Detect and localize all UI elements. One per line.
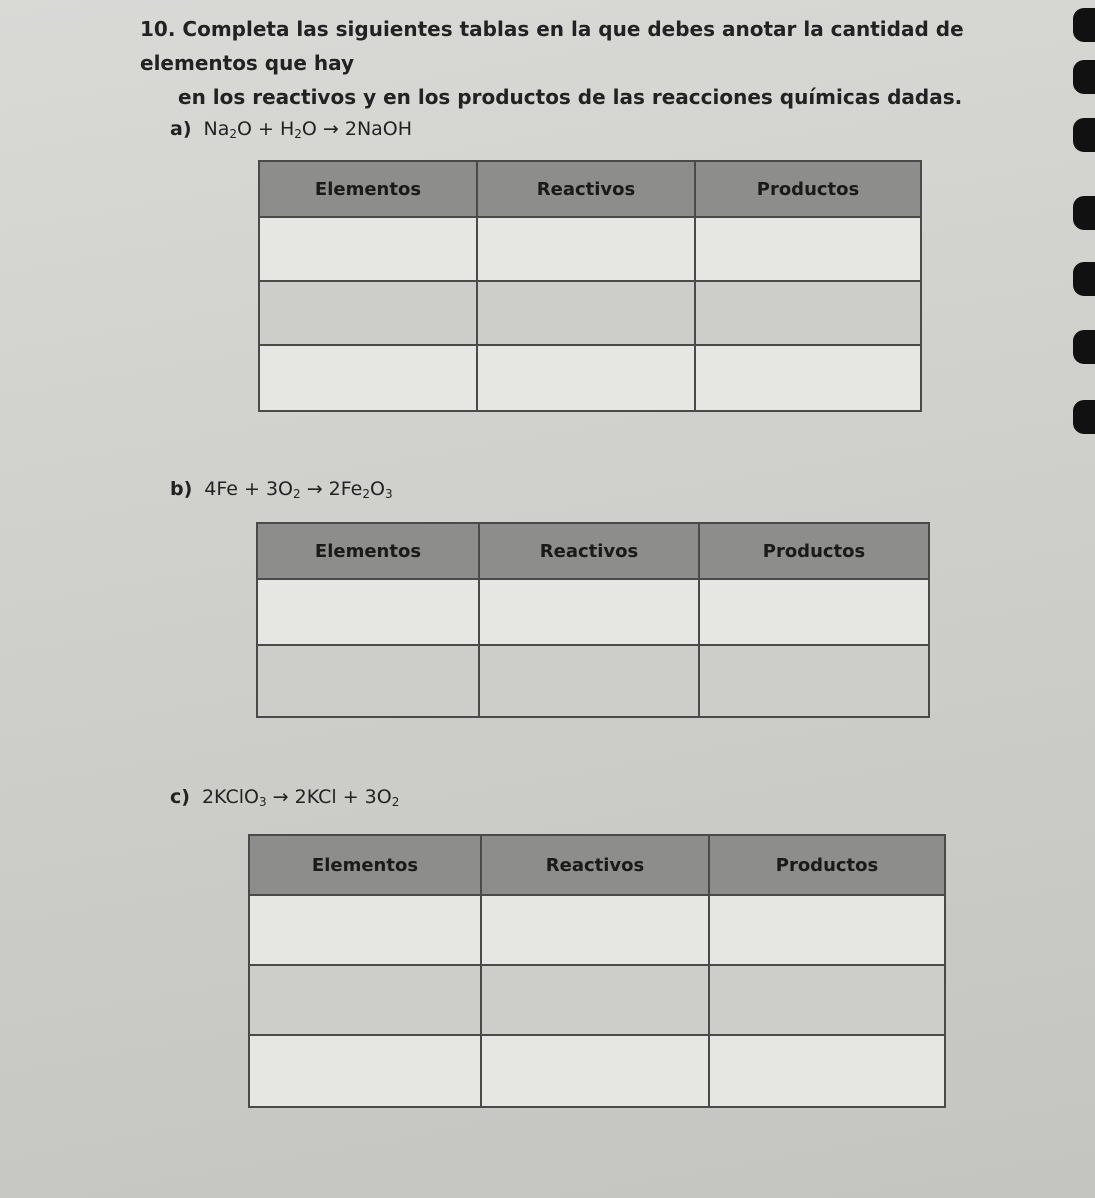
reaction-c: c) 2KClO$_3$ → $2KCl + 3O_2$ — [170, 786, 400, 809]
table-c — [248, 834, 946, 1108]
table-a — [258, 160, 922, 412]
header-productos: Productos — [709, 835, 945, 895]
table-cell[interactable] — [477, 217, 695, 281]
question-line-1: Completa las siguientes tablas en la que debes anotar la cantidad de elementos que hay — [140, 17, 964, 75]
reaction-b: b) $4Fe + 3O_2 \to 2Fe_2O_3$ — [170, 478, 393, 501]
table-b — [256, 522, 930, 718]
question-line-2: en los reactivos y en los productos de las reacciones químicas dadas. — [178, 85, 963, 109]
header-elementos: Elementos — [259, 161, 477, 217]
table-cell[interactable] — [709, 895, 945, 965]
binder-hole — [1073, 60, 1095, 94]
table-cell[interactable] — [249, 895, 481, 965]
table-cell[interactable] — [695, 345, 921, 411]
table-cell[interactable] — [695, 217, 921, 281]
binder-hole — [1073, 262, 1095, 296]
table-cell[interactable] — [259, 217, 477, 281]
reaction-label: b) — [170, 478, 193, 500]
reaction-label: c) — [170, 786, 190, 808]
table-cell[interactable] — [259, 281, 477, 345]
binder-hole — [1073, 196, 1095, 230]
header-productos: Productos — [699, 523, 929, 579]
binder-hole — [1073, 118, 1095, 152]
table-cell[interactable] — [477, 345, 695, 411]
table-cell[interactable] — [479, 645, 699, 717]
table-cell[interactable] — [259, 345, 477, 411]
header-reactivos: Reactivos — [477, 161, 695, 217]
question-text — [140, 12, 1060, 114]
binder-hole — [1073, 400, 1095, 434]
binder-hole — [1073, 8, 1095, 42]
table-cell[interactable] — [479, 579, 699, 645]
reaction-label: a) — [170, 118, 192, 140]
header-elementos: Elementos — [257, 523, 479, 579]
question-number: 10. — [140, 17, 176, 41]
header-reactivos: Reactivos — [479, 523, 699, 579]
table-cell[interactable] — [481, 1035, 709, 1107]
table-cell[interactable] — [695, 281, 921, 345]
table-cell[interactable] — [699, 645, 929, 717]
reaction-a: a) $Na_2O + H_2O$ → 2NaOH — [170, 118, 413, 141]
table-cell[interactable] — [249, 965, 481, 1035]
table-cell[interactable] — [477, 281, 695, 345]
table-cell[interactable] — [699, 579, 929, 645]
header-reactivos: Reactivos — [481, 835, 709, 895]
table-cell[interactable] — [709, 1035, 945, 1107]
table-cell[interactable] — [249, 1035, 481, 1107]
table-cell[interactable] — [481, 895, 709, 965]
table-cell[interactable] — [257, 579, 479, 645]
table-cell[interactable] — [709, 965, 945, 1035]
header-elementos: Elementos — [249, 835, 481, 895]
table-cell[interactable] — [481, 965, 709, 1035]
binder-hole — [1073, 330, 1095, 364]
header-productos: Productos — [695, 161, 921, 217]
table-cell[interactable] — [257, 645, 479, 717]
